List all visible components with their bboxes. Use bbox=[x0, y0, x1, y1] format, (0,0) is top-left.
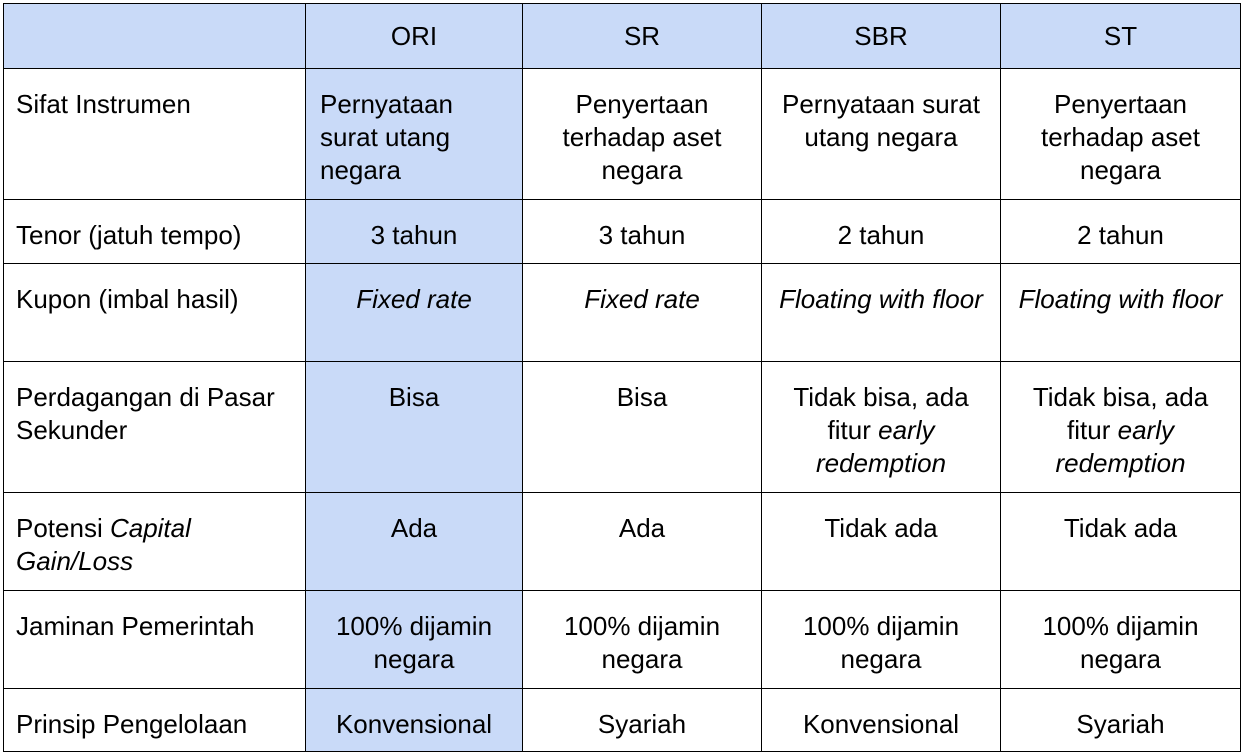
cell-st: Floating with floor bbox=[1001, 264, 1241, 362]
cell-ori: Bisa bbox=[306, 362, 523, 493]
cell-ori: Fixed rate bbox=[306, 264, 523, 362]
cell-sbr: 100% dijamin negara bbox=[762, 591, 1001, 689]
cell-st: Tidak ada bbox=[1001, 493, 1241, 591]
header-st: ST bbox=[1001, 4, 1241, 69]
row-label: Perdagangan di Pasar Sekunder bbox=[4, 362, 306, 493]
table-row bbox=[4, 493, 1241, 591]
cell-st: Penyertaan terhadap aset negara bbox=[1001, 69, 1241, 200]
row-label: Kupon (imbal hasil) bbox=[4, 264, 306, 362]
row-label: Sifat Instrumen bbox=[4, 69, 306, 200]
cell-sr: 100% dijamin negara bbox=[523, 591, 762, 689]
cell-ori: Ada bbox=[306, 493, 523, 591]
row-label: Jaminan Pemerintah bbox=[4, 591, 306, 689]
header-empty-cell bbox=[4, 4, 306, 69]
cell-st: 100% dijamin negara bbox=[1001, 591, 1241, 689]
table-row bbox=[4, 264, 1241, 362]
cell-sbr: Konvensional bbox=[762, 689, 1001, 752]
cell-st: Tidak bisa, ada fitur early redemption bbox=[1001, 362, 1241, 493]
cell-ori: Konvensional bbox=[306, 689, 523, 752]
header-row bbox=[4, 4, 1241, 69]
cell-sbr: 2 tahun bbox=[762, 200, 1001, 264]
header-ori: ORI bbox=[306, 4, 523, 69]
cell-sbr: Tidak bisa, ada fitur early redemption bbox=[762, 362, 1001, 493]
table-row bbox=[4, 362, 1241, 493]
cell-sr: 3 tahun bbox=[523, 200, 762, 264]
table-row bbox=[4, 69, 1241, 200]
row-label: Tenor (jatuh tempo) bbox=[4, 200, 306, 264]
header-sbr: SBR bbox=[762, 4, 1001, 69]
cell-st: 2 tahun bbox=[1001, 200, 1241, 264]
row-label: Potensi Capital Gain/Loss bbox=[4, 493, 306, 591]
cell-st: Syariah bbox=[1001, 689, 1241, 752]
cell-sr: Bisa bbox=[523, 362, 762, 493]
cell-ori: Pernyataan surat utang negara bbox=[306, 69, 523, 200]
cell-sbr: Floating with floor bbox=[762, 264, 1001, 362]
table-row bbox=[4, 200, 1241, 264]
cell-sr: Fixed rate bbox=[523, 264, 762, 362]
cell-sbr: Pernyataan surat utang negara bbox=[762, 69, 1001, 200]
cell-sr: Ada bbox=[523, 493, 762, 591]
cell-sr: Penyertaan terhadap aset negara bbox=[523, 69, 762, 200]
comparison-table bbox=[3, 3, 1241, 752]
cell-ori: 100% dijamin negara bbox=[306, 591, 523, 689]
cell-ori: 3 tahun bbox=[306, 200, 523, 264]
cell-sr: Syariah bbox=[523, 689, 762, 752]
row-label: Prinsip Pengelolaan bbox=[4, 689, 306, 752]
table-row bbox=[4, 591, 1241, 689]
header-sr: SR bbox=[523, 4, 762, 69]
table-row bbox=[4, 689, 1241, 752]
cell-sbr: Tidak ada bbox=[762, 493, 1001, 591]
